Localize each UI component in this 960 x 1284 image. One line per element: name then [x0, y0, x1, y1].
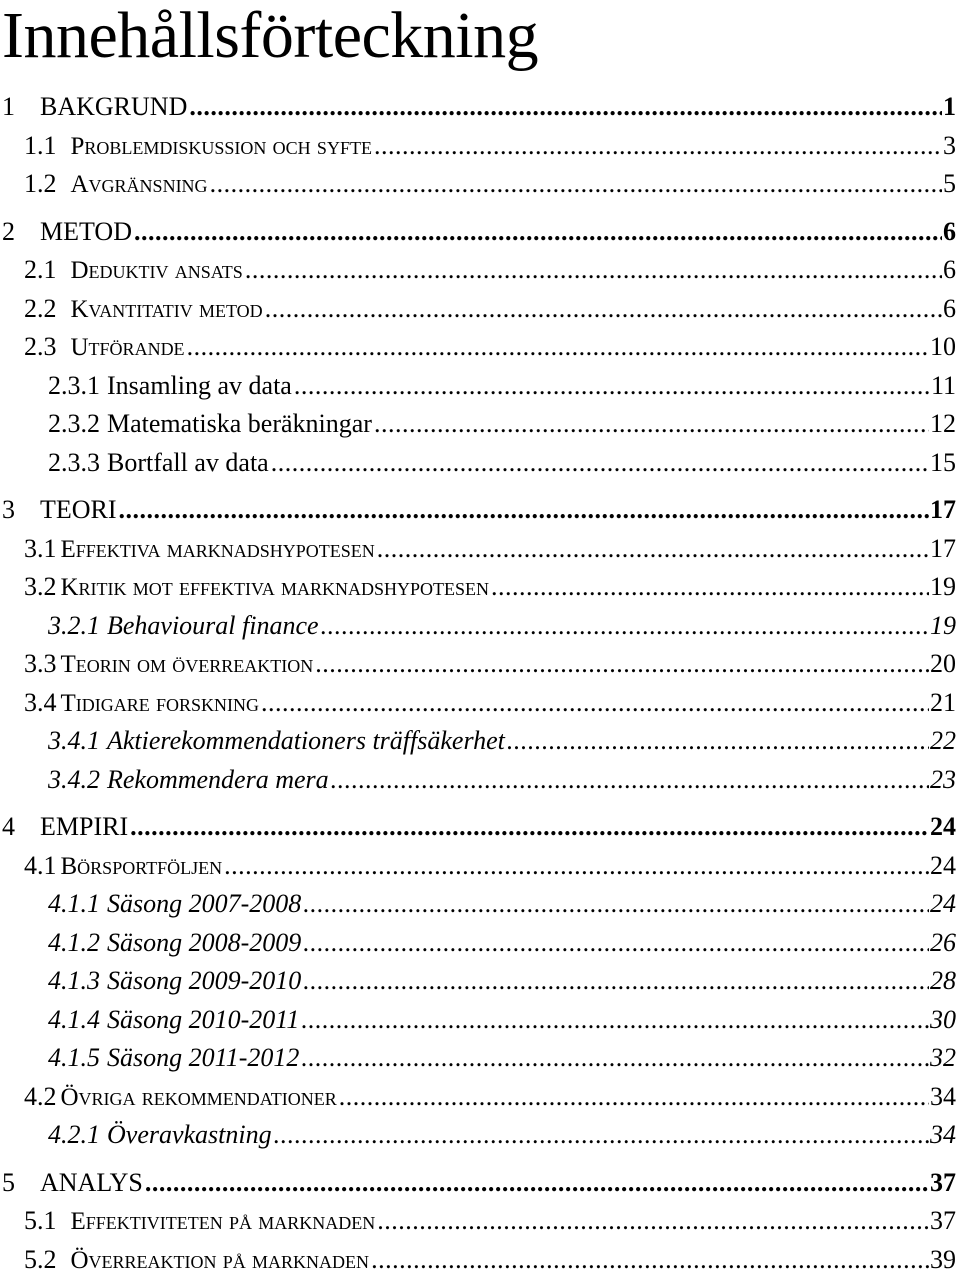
- toc-entry-number: 1: [2, 92, 15, 121]
- toc-entry-number: 2: [2, 216, 15, 246]
- toc-entry-page: 10: [930, 332, 956, 361]
- toc-entry-subsection-3-2-1[interactable]: [0, 607, 960, 646]
- dot-leader: [222, 847, 929, 886]
- toc-entry-number: 3.2: [24, 572, 57, 601]
- toc-entry-number: 4: [2, 812, 15, 841]
- toc-entry-number: 2.2: [24, 293, 57, 323]
- toc-entry-page: 3: [943, 130, 956, 160]
- toc-entry-chapter-3[interactable]: [0, 491, 960, 530]
- dot-leader: [329, 761, 929, 800]
- dot-leader: [243, 251, 942, 290]
- toc-entry-subsection-4-1-4[interactable]: [0, 1001, 960, 1040]
- toc-entry-section-4-2[interactable]: [0, 1078, 960, 1117]
- toc-entry-label: Kvantitativ metod: [70, 295, 263, 323]
- toc-entry-number: 2.1: [24, 255, 57, 284]
- toc-entry-section-3-4[interactable]: [0, 684, 960, 723]
- toc-entry-number: 2.3.2: [48, 409, 100, 438]
- toc-entry-page: 20: [930, 649, 956, 678]
- toc-entry-number: 4.1.1: [48, 889, 100, 918]
- dot-leader: [372, 127, 942, 166]
- dot-leader: [259, 684, 929, 723]
- dot-leader: [132, 213, 942, 252]
- toc-entry-number: 3.4.2: [48, 764, 100, 794]
- toc-entry-page: 32: [930, 1043, 956, 1072]
- toc-entry-page: 1: [943, 92, 956, 121]
- toc-entry-label: Avgränsning: [70, 171, 208, 198]
- dot-leader: [337, 1078, 929, 1117]
- toc-entry-number: 4.2: [24, 1081, 57, 1111]
- toc-entry-subsection-2-3-1[interactable]: [0, 367, 960, 406]
- toc-entry-page: 11: [930, 370, 956, 400]
- toc-entry-section-1-2[interactable]: [0, 165, 960, 204]
- toc-entry-label: Börsportföljen: [60, 852, 223, 880]
- dot-leader: [301, 924, 929, 963]
- toc-entry-number: 2.3: [24, 332, 57, 361]
- toc-entry-label: Bortfall av data: [107, 447, 269, 477]
- toc-entry-section-2-3[interactable]: [0, 328, 960, 367]
- toc-entry-page: 6: [943, 216, 956, 246]
- toc-entry-number: 5.1: [24, 1206, 57, 1235]
- toc-entry-section-2-1[interactable]: [0, 251, 960, 290]
- toc-entry-page: 37: [930, 1167, 956, 1197]
- dot-leader: [143, 1164, 929, 1203]
- toc-entry-subsection-3-4-1[interactable]: [0, 722, 960, 761]
- toc-entry-subsection-4-1-5[interactable]: [0, 1039, 960, 1078]
- toc-entry-number: 3.3: [24, 649, 57, 678]
- dot-leader: [185, 328, 929, 367]
- toc-entry-section-1-1[interactable]: [0, 127, 960, 166]
- toc-entry-page: 17: [930, 495, 956, 524]
- toc-entry-page: 6: [943, 255, 956, 284]
- toc-entry-label: Utförande: [70, 334, 185, 361]
- dot-leader: [489, 568, 929, 607]
- toc-entry-page: 12: [930, 409, 956, 438]
- dot-leader: [375, 1202, 929, 1241]
- toc-entry-page: 5: [943, 169, 956, 198]
- toc-entry-number: 1.1: [24, 130, 57, 160]
- toc-entry-page: 24: [930, 889, 956, 918]
- dot-leader: [117, 491, 929, 530]
- toc-entry-number: 4.1: [24, 850, 57, 880]
- toc-entry-page: 34: [930, 1081, 956, 1111]
- toc-entry-number: 3.4.1: [48, 726, 100, 755]
- toc-entry-number: 2.3.3: [48, 447, 100, 477]
- toc-entry-page: 6: [943, 293, 956, 323]
- dot-leader: [505, 722, 929, 761]
- toc-entry-subsection-4-1-3[interactable]: [0, 962, 960, 1001]
- toc-entry-label: Effektiva marknadshypotesen: [60, 535, 375, 563]
- toc-entry-section-2-2[interactable]: [0, 290, 960, 329]
- toc-entry-label: TEORI: [40, 495, 117, 524]
- toc-entry-label: BAKGRUND: [40, 92, 188, 121]
- toc-entry-number: 5: [2, 1167, 15, 1197]
- toc-entry-page: 37: [930, 1206, 956, 1235]
- toc-entry-page: 30: [930, 1004, 956, 1034]
- toc-entry-chapter-2[interactable]: [0, 213, 960, 252]
- toc-entry-label: Deduktiv ansats: [70, 257, 243, 284]
- dot-leader: [319, 607, 929, 646]
- toc-entry-section-4-1[interactable]: [0, 847, 960, 886]
- toc-entry-section-3-1[interactable]: [0, 530, 960, 569]
- toc-entry-page: 24: [930, 812, 956, 841]
- toc-entry-label: METOD: [40, 216, 132, 246]
- toc-entry-subsection-2-3-2[interactable]: [0, 405, 960, 444]
- dot-leader: [299, 1001, 929, 1040]
- toc-entry-number: 4.1.5: [48, 1043, 100, 1072]
- toc-entry-label: Matematiska beräkningar: [107, 409, 372, 438]
- toc-entry-label: Säsong 2008-2009: [107, 927, 302, 957]
- toc-entry-chapter-5[interactable]: [0, 1164, 960, 1203]
- toc-entry-page: 22: [930, 726, 956, 755]
- toc-entry-label: Insamling av data: [107, 370, 292, 400]
- toc-entry-number: 5.2: [24, 1244, 57, 1274]
- toc-entry-number: 3.2.1: [48, 610, 100, 640]
- toc-entry-subsection-3-4-2[interactable]: [0, 761, 960, 800]
- toc-entry-label: Säsong 2007-2008: [107, 889, 302, 918]
- toc-entry-page: 23: [930, 764, 956, 794]
- toc-entry-label: Säsong 2011-2012: [107, 1043, 300, 1072]
- toc-entry-page: 15: [930, 447, 956, 477]
- toc-entry-label: Tidigare forskning: [60, 689, 260, 717]
- toc-entry-page: 17: [930, 533, 956, 563]
- dot-leader: [301, 885, 929, 924]
- toc-entry-subsection-4-2-1[interactable]: [0, 1116, 960, 1155]
- toc-entry-label: Behavioural finance: [107, 610, 319, 640]
- dot-leader: [301, 962, 929, 1001]
- toc-entry-page: 21: [930, 687, 956, 717]
- toc-entry-number: 4.1.4: [48, 1004, 100, 1034]
- dot-leader: [292, 367, 930, 406]
- toc-entry-label: Problemdiskussion och syfte: [70, 132, 372, 160]
- toc-entry-number: 4.1.2: [48, 927, 100, 957]
- toc-entry-label: Övriga rekommendationer: [60, 1083, 337, 1111]
- toc-entry-label: EMPIRI: [40, 812, 129, 841]
- dot-leader: [369, 1241, 929, 1280]
- toc-entry-page: 19: [930, 572, 956, 601]
- toc-entry-chapter-4[interactable]: [0, 808, 960, 847]
- toc-entry-chapter-1[interactable]: [0, 88, 960, 127]
- toc-entry-section-3-3[interactable]: [0, 645, 960, 684]
- dot-leader: [313, 645, 929, 684]
- toc-entry-number: 1.2: [24, 169, 57, 198]
- dot-leader: [372, 405, 929, 444]
- toc-entry-label: Effektiviteten på marknaden: [70, 1208, 376, 1235]
- toc-entry-page: 19: [930, 610, 956, 640]
- dot-leader: [299, 1039, 929, 1078]
- toc-entry-label: Teorin om överreaktion: [60, 651, 314, 678]
- toc-entry-label: Överavkastning: [107, 1120, 272, 1149]
- toc-entry-label: Säsong 2010-2011: [107, 1004, 300, 1034]
- toc-entry-section-5-1[interactable]: [0, 1202, 960, 1241]
- toc-entry-subsection-4-1-1[interactable]: [0, 885, 960, 924]
- toc-entry-page: 28: [930, 966, 956, 995]
- toc-entry-label: Överreaktion på marknaden: [70, 1246, 370, 1274]
- toc-entry-page: 26: [930, 927, 956, 957]
- toc-entry-label: Säsong 2009-2010: [107, 966, 302, 995]
- dot-leader: [269, 444, 929, 483]
- toc-entry-number: 4.1.3: [48, 966, 100, 995]
- page-title: Innehållsförteckning: [2, 0, 539, 72]
- toc-entry-number: 3.1: [24, 533, 57, 563]
- dot-leader: [375, 530, 929, 569]
- toc-entry-page: 34: [930, 1120, 956, 1149]
- table-of-contents: [0, 88, 960, 1279]
- toc-entry-number: 4.2.1: [48, 1120, 100, 1149]
- toc-entry-label: Aktierekommendationers träffsäkerhet: [107, 726, 505, 755]
- dot-leader: [272, 1116, 929, 1155]
- dot-leader: [128, 808, 929, 847]
- toc-entry-subsection-2-3-3[interactable]: [0, 444, 960, 483]
- toc-entry-number: 2.3.1: [48, 370, 100, 400]
- toc-entry-label: ANALYS: [40, 1167, 143, 1197]
- dot-leader: [187, 88, 942, 127]
- toc-entry-section-5-2[interactable]: [0, 1241, 960, 1280]
- toc-entry-section-3-2[interactable]: [0, 568, 960, 607]
- toc-entry-label: Kritik mot effektiva marknadshypotesen: [60, 574, 489, 601]
- toc-entry-label: Rekommendera mera: [107, 764, 329, 794]
- dot-leader: [263, 290, 942, 329]
- toc-entry-page: 39: [930, 1244, 956, 1274]
- toc-entry-number: 3: [2, 495, 15, 524]
- dot-leader: [208, 165, 942, 204]
- toc-entry-number: 3.4: [24, 687, 57, 717]
- toc-entry-page: 24: [930, 850, 956, 880]
- toc-entry-subsection-4-1-2[interactable]: [0, 924, 960, 963]
